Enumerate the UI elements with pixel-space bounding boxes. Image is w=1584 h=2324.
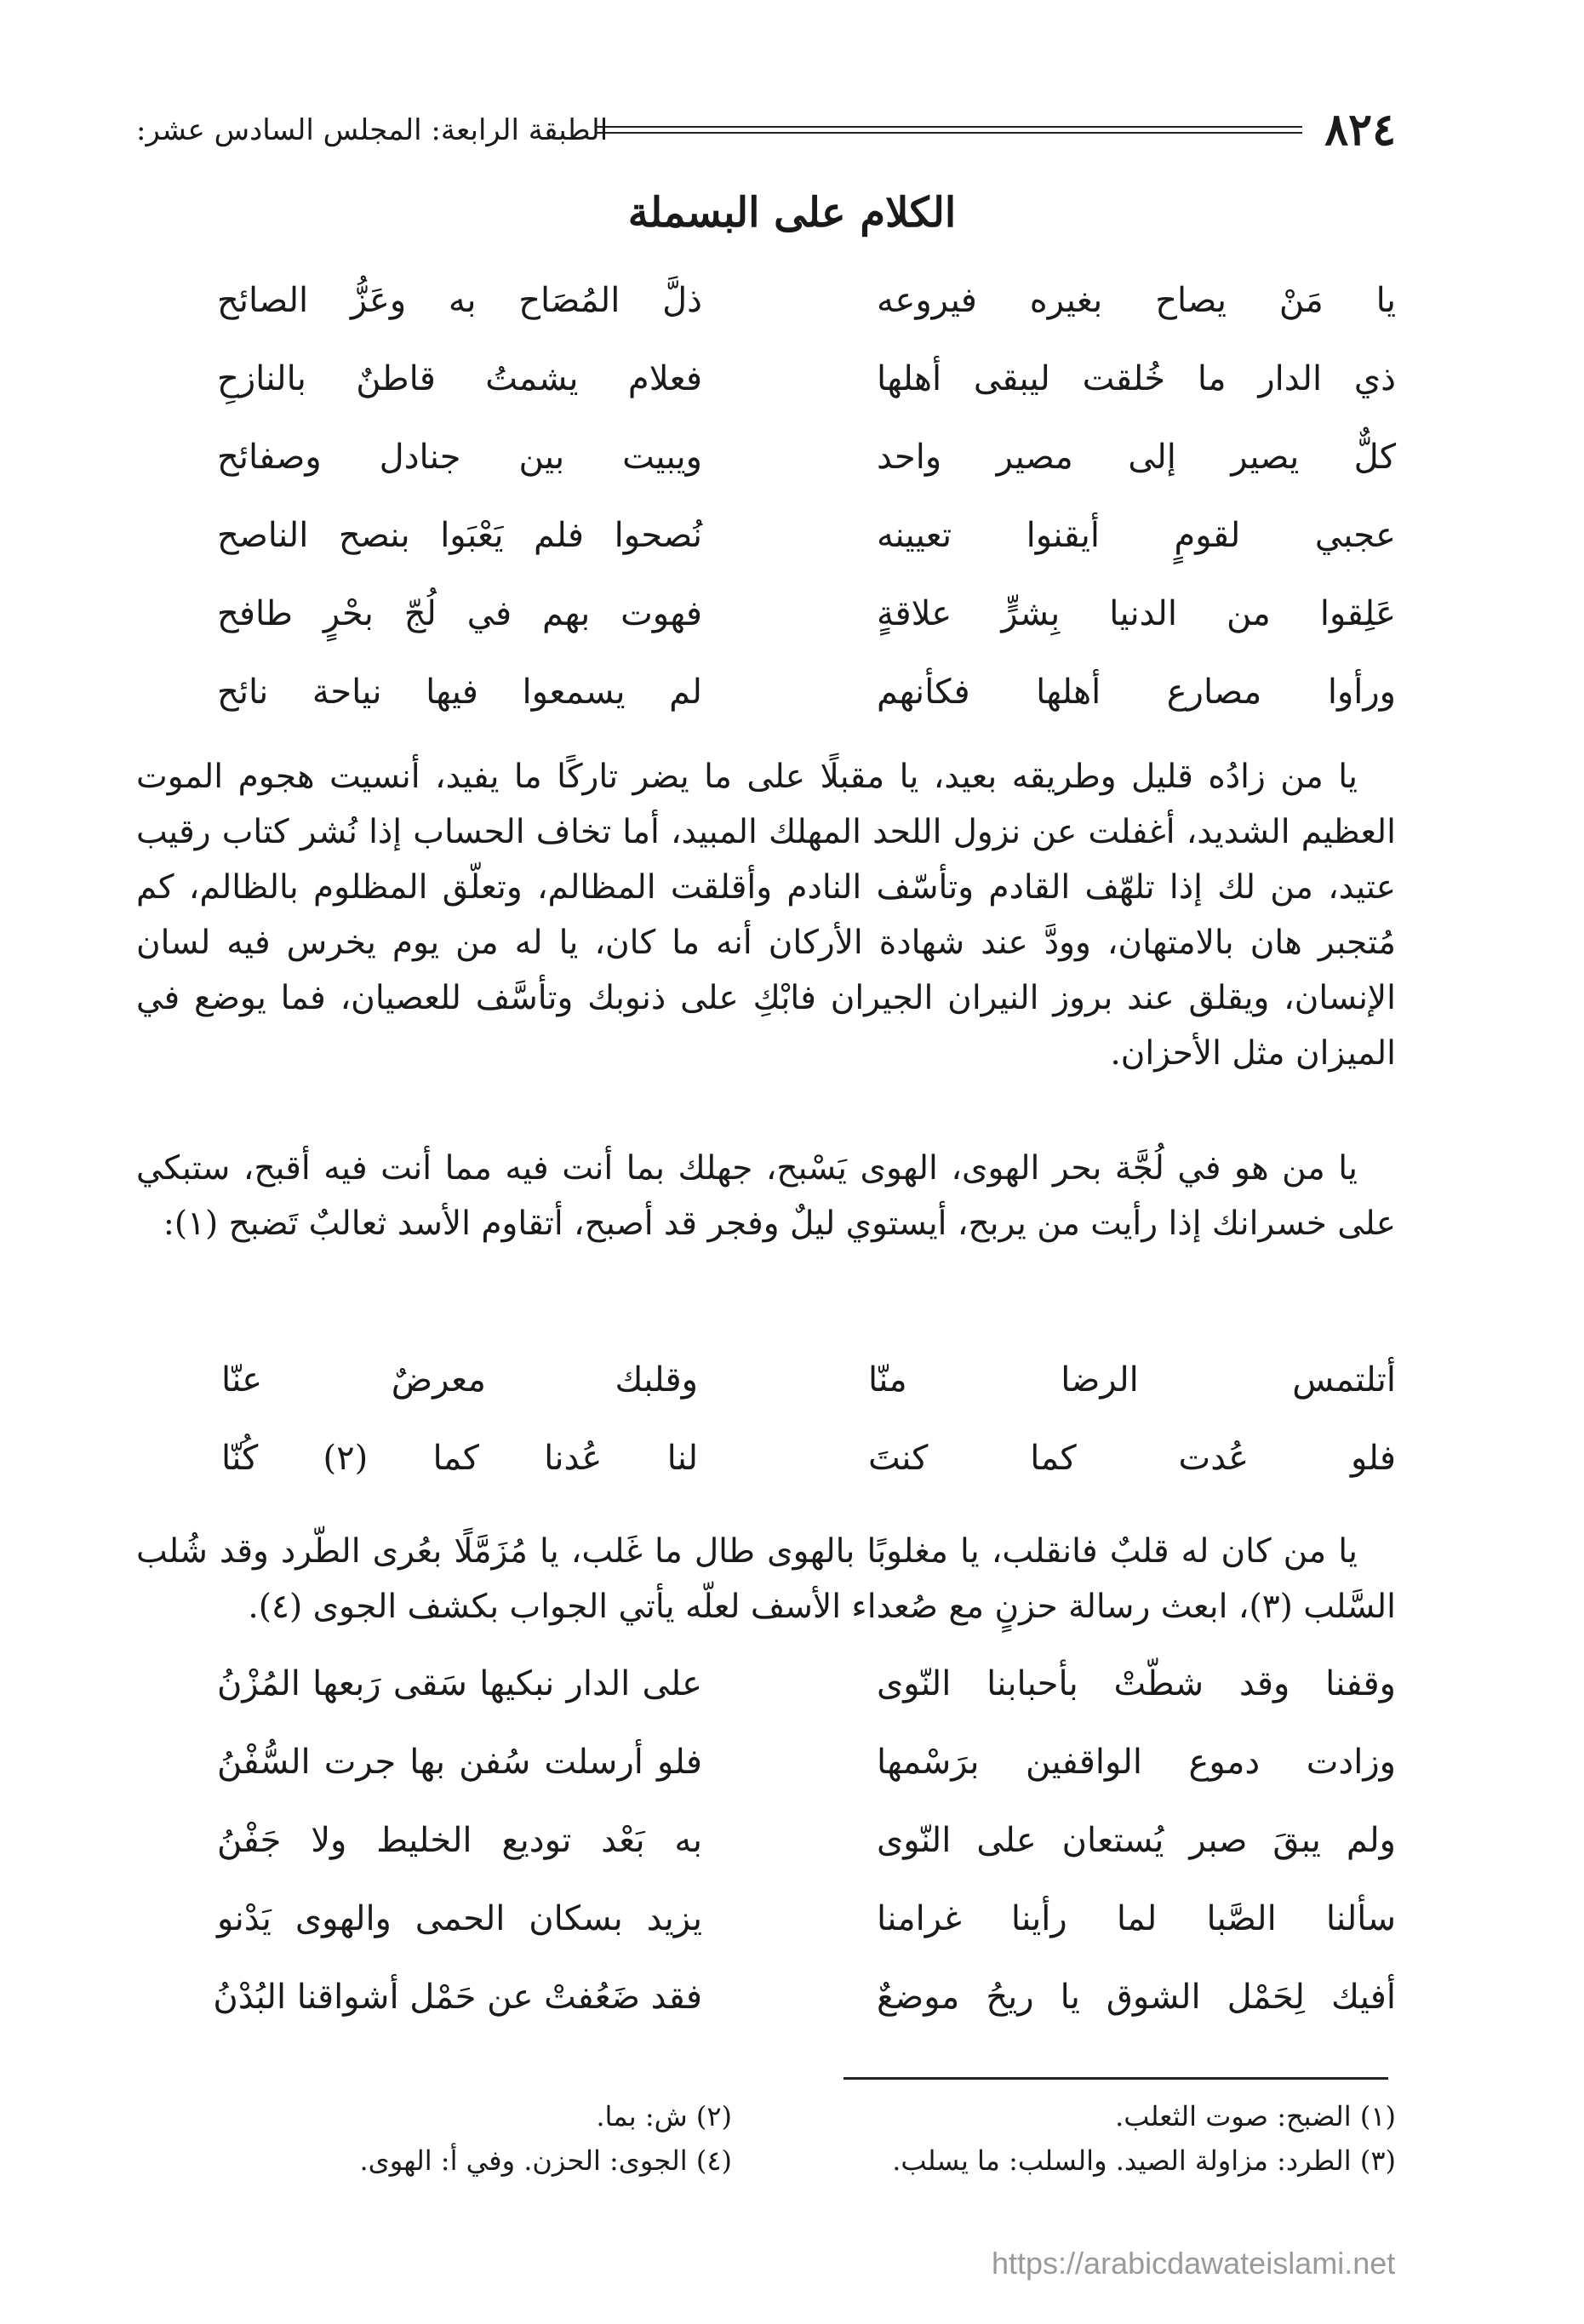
verse-second-hemistich: فعلام يشمتُ قاطنٌ بالنازحِ — [217, 359, 702, 398]
header-rule — [596, 126, 1302, 128]
verse-second-hemistich: فهوت بهم في لُجّ بحْرٍ طافح — [217, 594, 702, 633]
verse-first-hemistich: وقفنا وقد شطّتْ بأحبابنا النّوى — [877, 1664, 1396, 1703]
verse-second-hemistich: ذلَّ المُصَاح به وعَزُّ الصائح — [217, 281, 702, 320]
verse-first-hemistich: أتلتمس الرضا منّا — [868, 1360, 1396, 1400]
watermark-url: https://arabicdawateislami.net — [992, 2246, 1396, 2281]
poem-verse — [136, 594, 1396, 673]
paragraph-text: يا من كان له قلبٌ فانقلب، يا مغلوبًا بالهوى طال ما غَلب، يا مُزَمَّلًا بعُرى الطّرد وقد شُلب السَّلب (٣)، ابعث رسالة حزنٍ مع صُعداء الأسف لعلّه يأتي الجواب بكشف الجوى (٤). — [136, 1532, 1396, 1626]
poem-verse — [136, 1439, 1396, 1517]
poem-block-2 — [136, 1360, 1396, 1517]
verse-second-hemistich: به بَعْد توديع الخليط ولا جَفْنُ — [217, 1821, 702, 1860]
section-title: الكلام على البسملة — [627, 189, 957, 237]
verse-first-hemistich: فلو عُدت كما كنتَ — [868, 1439, 1396, 1478]
poem-verse — [136, 281, 1396, 359]
verse-first-hemistich: سألنا الصَّبا لما رأينا غرامنا — [877, 1899, 1396, 1938]
verse-first-hemistich: يا مَنْ يصاح بغيره فيروعه — [877, 281, 1396, 320]
footnote-row — [136, 2094, 1396, 2138]
verse-first-hemistich: عَلِقوا من الدنيا بِشرٍّ علاقةٍ — [877, 594, 1396, 633]
verse-first-hemistich: ورأوا مصارع أهلها فكأنهم — [877, 673, 1396, 712]
verse-second-hemistich: لنا عُدنا كما (٢) كُنّا — [221, 1439, 699, 1478]
verse-first-hemistich: أفيك لِحَمْل الشوق يا ريحُ موضعٌ — [877, 1978, 1396, 2017]
verse-second-hemistich: فلو أرسلت سُفن بها جرت السُّفْنُ — [217, 1743, 702, 1782]
poem-verse — [136, 1360, 1396, 1439]
footnote: (٤) الجوى: الحزن. وفي أ: الهوى. — [359, 2144, 732, 2177]
prose-paragraph-1 — [136, 749, 1396, 1081]
footnote: (١) الضبح: صوت الثعلب. — [1115, 2100, 1396, 2132]
paragraph-text: يا من زادُه قليل وطريقه بعيد، يا مقبلًا على ما يضر تاركًا ما يفيد، أنسيت هجوم الموت العظيم الشديد، أغفلت عن نزول اللحد المهلك المبيد، أما تخاف الحساب إذا نُشر كتاب رقيب عتيد، من لك إذا تلهّف القادم وتأسّف النادم وأقلقت المظالم، وتعلّق المظلوم بالظالم، كم مُتجبر هان بالامتهان، وودَّ عند شهادة الأركان أنه ما كان، يا له من يوم يخرس فيه لسان الإنسان، ويقلق عند بروز النيران الجيران فابْكِ على ذنوبك وتأسَّف للعصيان، فما يوضع في الميزان مثل الأحزان. — [136, 758, 1396, 1073]
verse-second-hemistich: فقد ضَعُفتْ عن حَمْل أشواقنا البُدْنُ — [213, 1978, 702, 2017]
footnote-row — [136, 2138, 1396, 2183]
poem-verse — [136, 359, 1396, 438]
verse-first-hemistich: عجبي لقومٍ أيقنوا تعيينه — [877, 516, 1396, 555]
prose-paragraph-2 — [136, 1141, 1396, 1251]
footnote-rule — [843, 2077, 1388, 2080]
poem-verse — [136, 1821, 1396, 1899]
poem-block-3 — [136, 1664, 1396, 2056]
page-header — [136, 100, 1396, 160]
verse-first-hemistich: ولم يبقَ صبر يُستعان على النّوى — [877, 1821, 1396, 1860]
verse-first-hemistich: وزادت دموع الواقفين برَسْمها — [877, 1743, 1396, 1782]
verse-first-hemistich: كلٌّ يصير إلى مصير واحد — [877, 438, 1396, 477]
verse-second-hemistich: لم يسمعوا فيها نياحة نائح — [217, 673, 702, 712]
verse-second-hemistich: يزيد بسكان الحمى والهوى يَدْنو — [217, 1899, 702, 1938]
footnote: (٣) الطرد: مزاولة الصيد. والسلب: ما يسلب. — [892, 2144, 1396, 2177]
running-title: الطبقة الرابعة: المجلس السادس عشر: — [136, 113, 609, 147]
poem-verse — [136, 516, 1396, 594]
page-number: ٨٢٤ — [1324, 104, 1396, 156]
header-rule-double — [596, 132, 1302, 134]
poem-verse — [136, 1743, 1396, 1821]
poem-verse — [136, 673, 1396, 751]
footnotes — [136, 2094, 1396, 2183]
verse-first-hemistich: ذي الدار ما خُلقت ليبقى أهلها — [877, 359, 1396, 398]
verse-second-hemistich: نُصحوا فلم يَعْبَوا بنصح الناصح — [217, 516, 702, 555]
verse-second-hemistich: ويبيت بين جنادل وصفائح — [217, 438, 702, 477]
footnote: (٢) ش: بما. — [596, 2100, 732, 2132]
poem-verse — [136, 438, 1396, 516]
poem-verse — [136, 1899, 1396, 1978]
poem-block-1 — [136, 281, 1396, 751]
poem-verse — [136, 1664, 1396, 1743]
prose-paragraph-3 — [136, 1524, 1396, 1634]
verse-second-hemistich: وقلبك معرضٌ عنّا — [221, 1360, 698, 1400]
paragraph-text: يا من هو في لُجَّة بحر الهوى، الهوى يَسْبح، جهلك بما أنت فيه مما أنت فيه أقبح، ستبكي على خسرانك إذا رأيت من يربح، أيستوي ليلٌ وفجر قد أصبح، أتقاوم الأسد ثعالبٌ تَضبح (١): — [136, 1149, 1396, 1243]
poem-verse — [136, 1978, 1396, 2056]
verse-second-hemistich: على الدار نبكيها سَقى رَبعها المُزْنُ — [217, 1664, 702, 1703]
